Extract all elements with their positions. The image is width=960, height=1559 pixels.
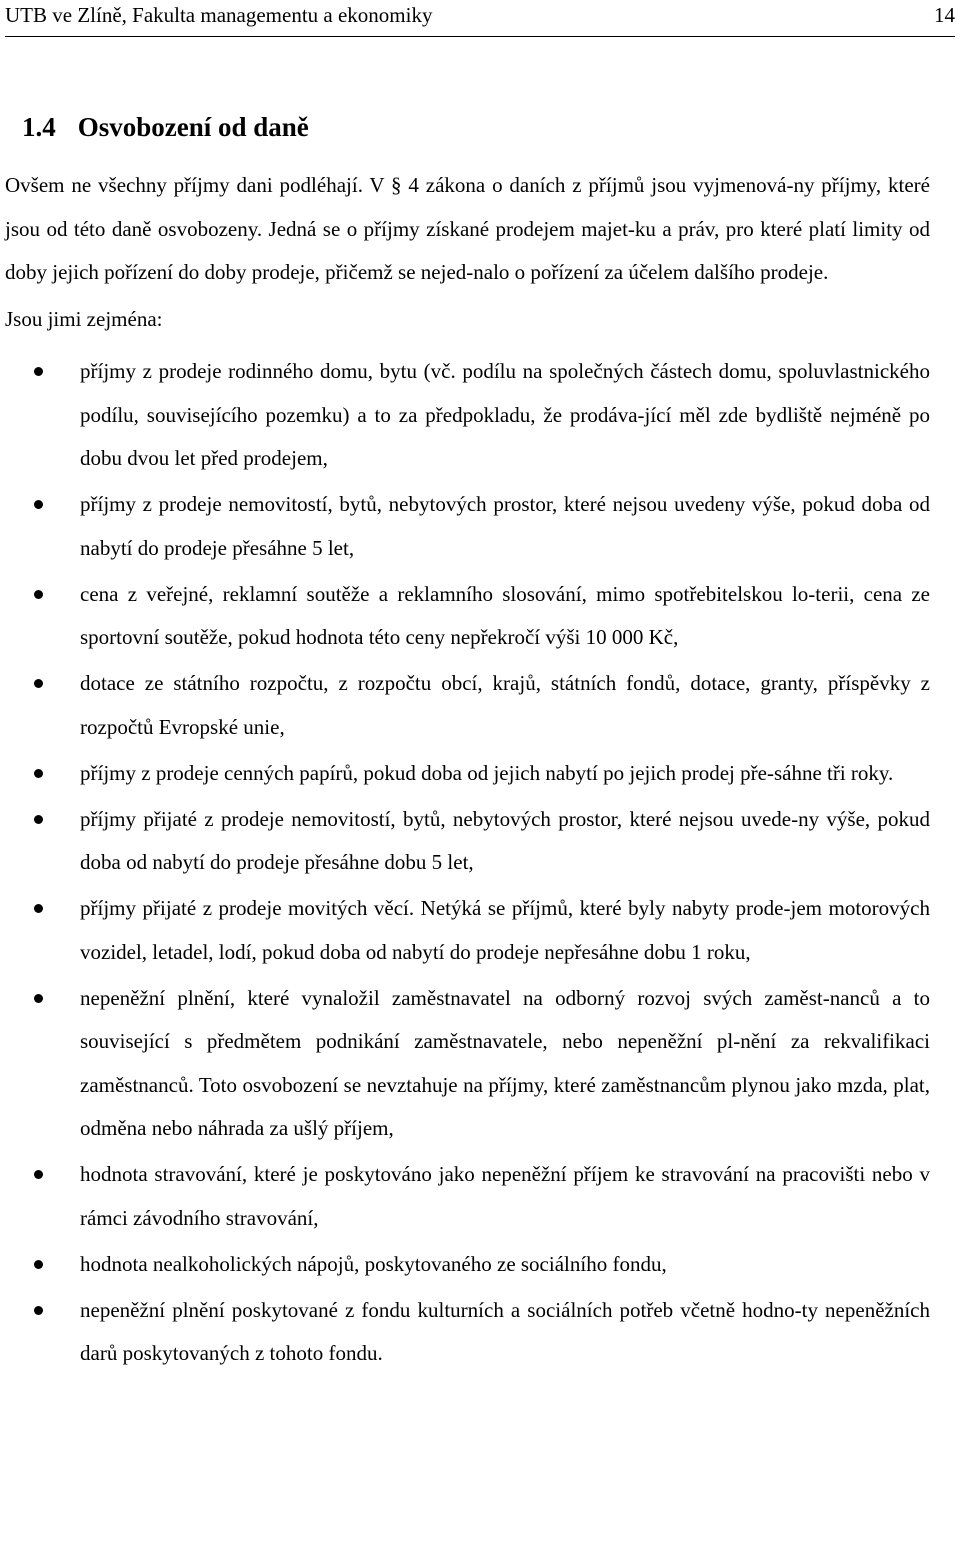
list-item-text: hodnota stravování, které je poskytováno jako nepeněžní příjem ke stravování na pracovišti nebo v rámci závodního stravování, xyxy=(80,1162,930,1230)
header-rule xyxy=(5,36,955,37)
list-item-text: nepeněžní plnění poskytované z fondu kulturních a sociálních potřeb včetně hodno-ty nepeněžních darů poskytovaných z tohoto fondu. xyxy=(80,1297,930,1365)
list-item xyxy=(5,1153,930,1240)
list-item xyxy=(5,662,930,749)
header-title: UTB ve Zlíně, Fakulta managementu a ekonomiky xyxy=(5,3,433,27)
bullet-icon xyxy=(34,1260,43,1269)
bullet-icon xyxy=(34,769,43,778)
bullet-icon xyxy=(34,367,43,376)
list-item xyxy=(5,483,930,570)
page-number: 14 xyxy=(934,3,955,27)
list-item-text: příjmy z prodeje rodinného domu, bytu (vč. podílu na společných částech domu, spoluvlastnického podílu, souvisejícího pozemku) a to za předpokladu, že prodáva-jící měl zde bydliště nejméně po dobu dvou let před prodejem, xyxy=(80,359,930,470)
bullet-icon xyxy=(34,815,43,824)
list-item-text: hodnota nealkoholických nápojů, poskytovaného ze sociálního fondu, xyxy=(80,1251,667,1276)
section-number: 1.4 xyxy=(22,112,56,142)
running-header xyxy=(5,0,955,30)
bullet-icon xyxy=(34,1170,43,1179)
list-item-text: nepeněžní plnění, které vynaložil zaměstnavatel na odborný rozvoj svých zaměst-nanců a to související s předmětem podnikání zaměstnavatele, nebo nepeněžní pl-nění za rekvalifikaci zaměstnanců. Toto osvobození se nevztahuje na příjmy, které zaměstnancům plynou jako mzda, plat, odměna nebo náhrada za ušlý příjem, xyxy=(80,985,930,1140)
list-lead: Jsou jimi zejména: xyxy=(5,306,163,331)
list-item-text: příjmy přijaté z prodeje movitých věcí. Netýká se příjmů, které byly nabyty prode-jem motorových vozidel, letadel, lodí, pokud doba od nabytí do prodeje nepřesáhne dobu 1 roku, xyxy=(80,896,930,964)
list-item xyxy=(5,752,930,796)
bullet-icon xyxy=(34,500,43,509)
list-item-text: cena z veřejné, reklamní soutěže a reklamního slosování, mimo spotřebitelskou lo-terii, cena ze sportovní soutěže, pokud hodnota této ceny nepřekročí výši 10 000 Kč, xyxy=(80,581,930,649)
bullet-icon xyxy=(34,679,43,688)
bullet-icon xyxy=(34,1306,43,1315)
exemption-list xyxy=(5,350,930,1376)
list-item-text: příjmy z prodeje nemovitostí, bytů, nebytových prostor, které nejsou uvedeny výše, pokud doba od nabytí do prodeje přesáhne 5 let, xyxy=(80,492,930,560)
list-item-text: dotace ze státního rozpočtu, z rozpočtu obcí, krajů, státních fondů, dotace, granty, příspěvky z rozpočtů Evropské unie, xyxy=(80,671,930,739)
list-item xyxy=(5,1243,930,1287)
list-item xyxy=(5,573,930,660)
body-text xyxy=(5,164,930,1378)
list-item-text: příjmy z prodeje cenných papírů, pokud doba od jejich nabytí po jejich prodej pře-sáhne tři roky. xyxy=(80,760,894,785)
section-heading xyxy=(22,105,309,149)
bullet-icon xyxy=(34,994,43,1003)
list-item xyxy=(5,977,930,1151)
list-item xyxy=(5,350,930,481)
bullet-icon xyxy=(34,904,43,913)
section-title: Osvobození od daně xyxy=(77,112,309,142)
intro-paragraph: Ovšem ne všechny příjmy dani podléhají. V § 4 zákona o daních z příjmů jsou vyjmenová-ny příjmy, které jsou od této daně osvobozeny. Jedná se o příjmy získané prodejem majet-ku a práv, pro které platí limity od doby jejich pořízení do doby prodeje, přičemž se nejed-nalo o pořízení za účelem dalšího prodeje. xyxy=(5,173,930,284)
list-item xyxy=(5,1289,930,1376)
list-item-text: příjmy přijaté z prodeje nemovitostí, bytů, nebytových prostor, které nejsou uvede-ny výše, pokud doba od nabytí do prodeje přesáhne dobu 5 let, xyxy=(80,806,930,874)
list-item xyxy=(5,887,930,974)
list-item xyxy=(5,798,930,885)
bullet-icon xyxy=(34,590,43,599)
